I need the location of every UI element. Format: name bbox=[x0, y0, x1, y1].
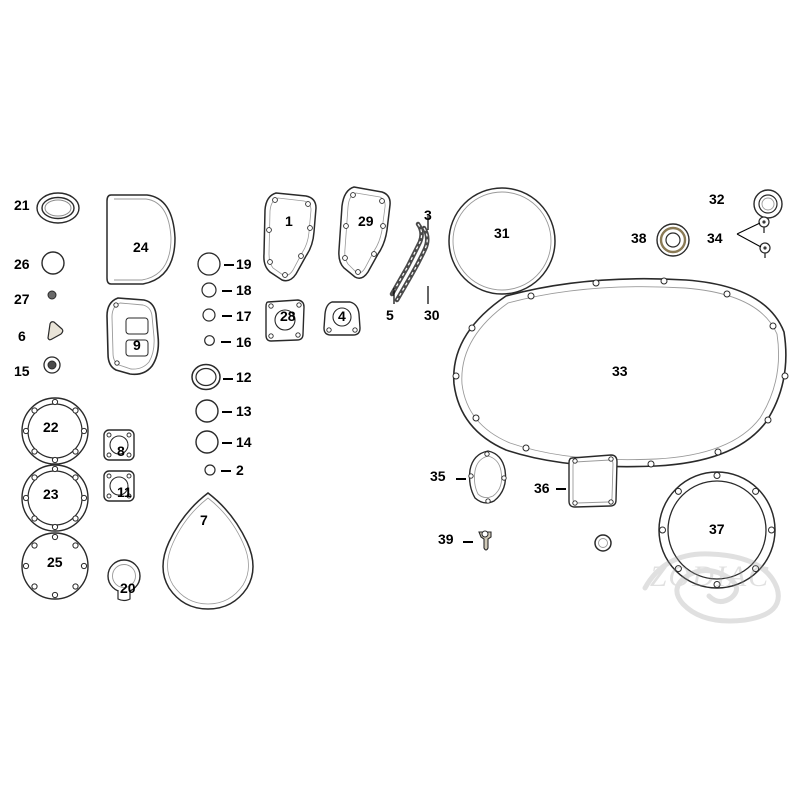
part-12-ring bbox=[194, 398, 220, 424]
callout-label-7: 20 bbox=[120, 580, 136, 596]
callout-label-37: 39 bbox=[438, 531, 454, 547]
part-13-ring bbox=[194, 429, 220, 455]
part-17-ring bbox=[203, 334, 216, 347]
part-29-side-gasket bbox=[258, 190, 322, 286]
callout-label-25: 24 bbox=[133, 239, 149, 255]
callout-label-34: 35 bbox=[430, 468, 446, 484]
callout-label-1: 4 bbox=[338, 308, 346, 324]
callout-label-10: 25 bbox=[47, 554, 63, 570]
callout-label-2: 28 bbox=[280, 308, 296, 324]
callout-label-16: 12 bbox=[236, 369, 252, 385]
callout-label-9: 8 bbox=[117, 443, 125, 459]
watermark-text: ZODIAC bbox=[649, 560, 771, 593]
callout-label-12: 13 bbox=[236, 403, 252, 419]
part-32-bearing bbox=[655, 222, 691, 258]
callout-label-33: 32 bbox=[709, 191, 725, 207]
part-20-ring bbox=[196, 251, 222, 277]
part-19-ring bbox=[200, 281, 218, 299]
callout-label-24: 9 bbox=[133, 337, 141, 353]
callout-label-18: 17 bbox=[236, 308, 252, 324]
callout-label-20: 19 bbox=[236, 256, 252, 272]
callout-label-22: 22 bbox=[43, 419, 59, 435]
leader-line-34 bbox=[456, 478, 466, 480]
part-16-ring bbox=[190, 362, 222, 392]
callout-label-11: 7 bbox=[200, 512, 208, 528]
part-18-ring bbox=[201, 307, 217, 323]
leader-line-35 bbox=[556, 488, 566, 490]
watermark-zodiac bbox=[625, 530, 795, 635]
callout-label-13: 14 bbox=[236, 434, 252, 450]
callout-label-3: 30 bbox=[424, 307, 440, 323]
part-27-tiny-plug bbox=[45, 288, 59, 302]
part-26-o-ring bbox=[40, 250, 66, 276]
callout-label-14: 2 bbox=[236, 462, 244, 478]
part-6-wedge bbox=[44, 318, 66, 342]
callout-label-28: 29 bbox=[358, 213, 374, 229]
callout-label-8: 11 bbox=[117, 484, 132, 500]
callout-label-30: 31 bbox=[494, 225, 510, 241]
part-14-ring bbox=[203, 463, 217, 477]
callout-label-31: 33 bbox=[612, 363, 628, 379]
callout-label-19: 18 bbox=[236, 282, 252, 298]
leaders-chain bbox=[386, 206, 442, 318]
callout-label-21: 21 bbox=[14, 197, 30, 213]
leader-line-37 bbox=[463, 541, 473, 543]
part-37-bolt bbox=[474, 528, 498, 556]
callout-label-5: 3 bbox=[424, 207, 432, 223]
callout-label-23: 23 bbox=[43, 486, 59, 502]
callout-label-38: 34 bbox=[707, 230, 723, 246]
part-11-teardrop bbox=[155, 490, 261, 612]
part-35-rect-gasket bbox=[566, 452, 620, 510]
part-38-screws bbox=[735, 214, 779, 260]
callout-label-17: 16 bbox=[236, 334, 252, 350]
callout-label-32: 38 bbox=[631, 230, 647, 246]
part-15-grommet bbox=[42, 355, 62, 375]
callout-label-27: 27 bbox=[14, 291, 30, 307]
part-34-oval-cover bbox=[466, 448, 510, 506]
callout-label-29: 1 bbox=[285, 213, 293, 229]
part-39-small-o bbox=[592, 532, 614, 554]
callout-label-26: 26 bbox=[14, 256, 30, 272]
callout-label-36: 37 bbox=[709, 521, 725, 537]
callout-label-6: 6 bbox=[18, 328, 26, 344]
callout-label-4: 5 bbox=[386, 307, 394, 323]
callout-label-35: 36 bbox=[534, 480, 550, 496]
part-21-seal-ring bbox=[35, 190, 81, 226]
callout-label-15: 15 bbox=[14, 363, 30, 379]
